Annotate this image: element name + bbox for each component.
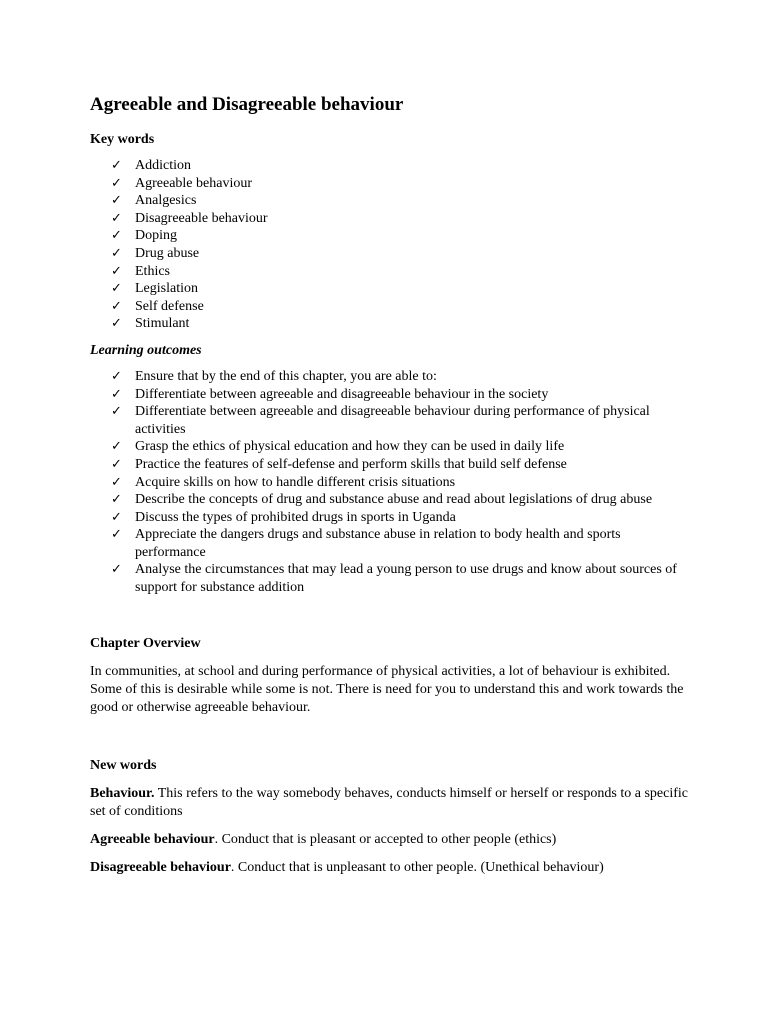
definition-agreeable-behaviour	[90, 831, 690, 849]
checkmark-icon: ✓	[111, 562, 122, 578]
checkmark-icon: ✓	[111, 158, 122, 173]
key-word-item-text: Doping	[135, 228, 177, 244]
key-word-item	[90, 245, 690, 263]
checkmark-icon: ✓	[111, 404, 122, 420]
learning-outcome-item	[90, 526, 690, 561]
key-word-item-text: Ethics	[135, 263, 170, 279]
key-word-item-text: Agreeable behaviour	[135, 175, 252, 191]
key-word-item-text: Legislation	[135, 281, 198, 297]
key-word-item-text: Drug abuse	[135, 245, 200, 261]
checkmark-icon: ✓	[111, 263, 122, 279]
definition-text: This refers to the way somebody behaves, conducts himself or herself or responds to a specific set of conditions	[90, 785, 688, 819]
learning-outcomes-list	[90, 368, 690, 597]
checkmark-icon: ✓	[111, 386, 122, 402]
key-word-item	[90, 192, 690, 210]
learning-outcome-item	[90, 509, 690, 527]
key-word-item	[90, 263, 690, 281]
definition-text: . Conduct that is pleasant or accepted to other people (ethics)	[214, 831, 557, 847]
checkmark-icon: ✓	[111, 281, 122, 297]
key-word-item	[90, 227, 690, 245]
checkmark-icon: ✓	[111, 175, 122, 191]
definition-term: Agreeable behaviour	[90, 831, 215, 847]
learning-outcome-item	[90, 438, 690, 456]
checkmark-icon: ✓	[111, 509, 122, 525]
checkmark-icon: ✓	[111, 228, 122, 244]
new-words-heading: New words	[90, 757, 157, 773]
checkmark-icon: ✓	[111, 456, 122, 472]
key-word-item-text: Self defense	[135, 298, 204, 314]
checkmark-icon: ✓	[111, 298, 122, 314]
checkmark-icon: ✓	[111, 193, 122, 209]
key-words-list	[90, 157, 690, 333]
checkmark-icon: ✓	[111, 474, 122, 490]
key-word-item	[90, 298, 690, 316]
key-word-item-text: Stimulant	[135, 316, 190, 332]
checkmark-icon: ✓	[111, 527, 122, 543]
learning-outcomes-heading: Learning outcomes	[90, 342, 202, 358]
learning-outcome-item-text: Ensure that by the end of this chapter, you are able to:	[135, 368, 437, 384]
learning-outcome-item-text: Describe the concepts of drug and substance abuse and read about legislations of drug abuse	[135, 492, 653, 508]
key-word-item	[90, 315, 690, 333]
learning-outcome-item-text: Analyse the circumstances that may lead a young person to use drugs and know about sources of support for substance addition	[135, 562, 677, 596]
key-word-item-text: Analgesics	[135, 193, 197, 209]
checkmark-icon: ✓	[111, 245, 122, 261]
learning-outcome-item	[90, 491, 690, 509]
definition-disagreeable-behaviour	[90, 859, 690, 877]
definition-behaviour	[90, 785, 690, 821]
learning-outcome-item	[90, 403, 690, 438]
key-words-heading: Key words	[90, 132, 155, 147]
checkmark-icon: ✓	[111, 210, 122, 226]
learning-outcome-item	[90, 456, 690, 474]
key-word-item	[90, 280, 690, 298]
learning-outcome-item-text: Appreciate the dangers drugs and substance abuse in relation to body health and sports performance	[135, 527, 621, 560]
key-word-item-text: Disagreeable behaviour	[135, 210, 268, 226]
document-content	[90, 92, 690, 887]
page-title: Agreeable and Disagreeable behaviour	[90, 94, 404, 115]
learning-outcome-item-text: Differentiate between agreeable and disagreeable behaviour in the society	[135, 386, 549, 402]
key-word-item-text: Addiction	[135, 158, 191, 173]
learning-outcome-item-text: Differentiate between agreeable and disagreeable behaviour during performance of physical activities	[135, 404, 650, 437]
checkmark-icon: ✓	[111, 439, 122, 455]
learning-outcome-item-text: Practice the features of self-defense and perform skills that build self defense	[135, 456, 567, 472]
checkmark-icon: ✓	[111, 316, 122, 332]
definition-term: Behaviour.	[90, 785, 155, 801]
learning-outcome-item	[90, 474, 690, 492]
learning-outcome-item-text: Grasp the ethics of physical education and how they can be used in daily life	[135, 439, 565, 455]
definition-term: Disagreeable behaviour	[90, 859, 231, 875]
learning-outcome-item	[90, 368, 690, 386]
key-word-item	[90, 157, 690, 175]
learning-outcome-item-text: Acquire skills on how to handle different crisis situations	[135, 474, 456, 490]
checkmark-icon: ✓	[111, 492, 122, 508]
chapter-overview-heading: Chapter Overview	[90, 635, 201, 651]
definition-text: . Conduct that is unpleasant to other people. (Unethical behaviour)	[230, 859, 604, 875]
key-word-item	[90, 175, 690, 193]
learning-outcome-item	[90, 561, 690, 596]
chapter-overview-text: In communities, at school and during performance of physical activities, a lot of behaviour is exhibited. Some of this is desirable while some is not. There is need for you to understand this and work towards the good or otherwise agreeable behaviour.	[90, 663, 684, 715]
checkmark-icon: ✓	[111, 368, 122, 384]
learning-outcome-item-text: Discuss the types of prohibited drugs in sports in Uganda	[135, 509, 456, 525]
learning-outcome-item	[90, 386, 690, 404]
key-word-item	[90, 210, 690, 228]
